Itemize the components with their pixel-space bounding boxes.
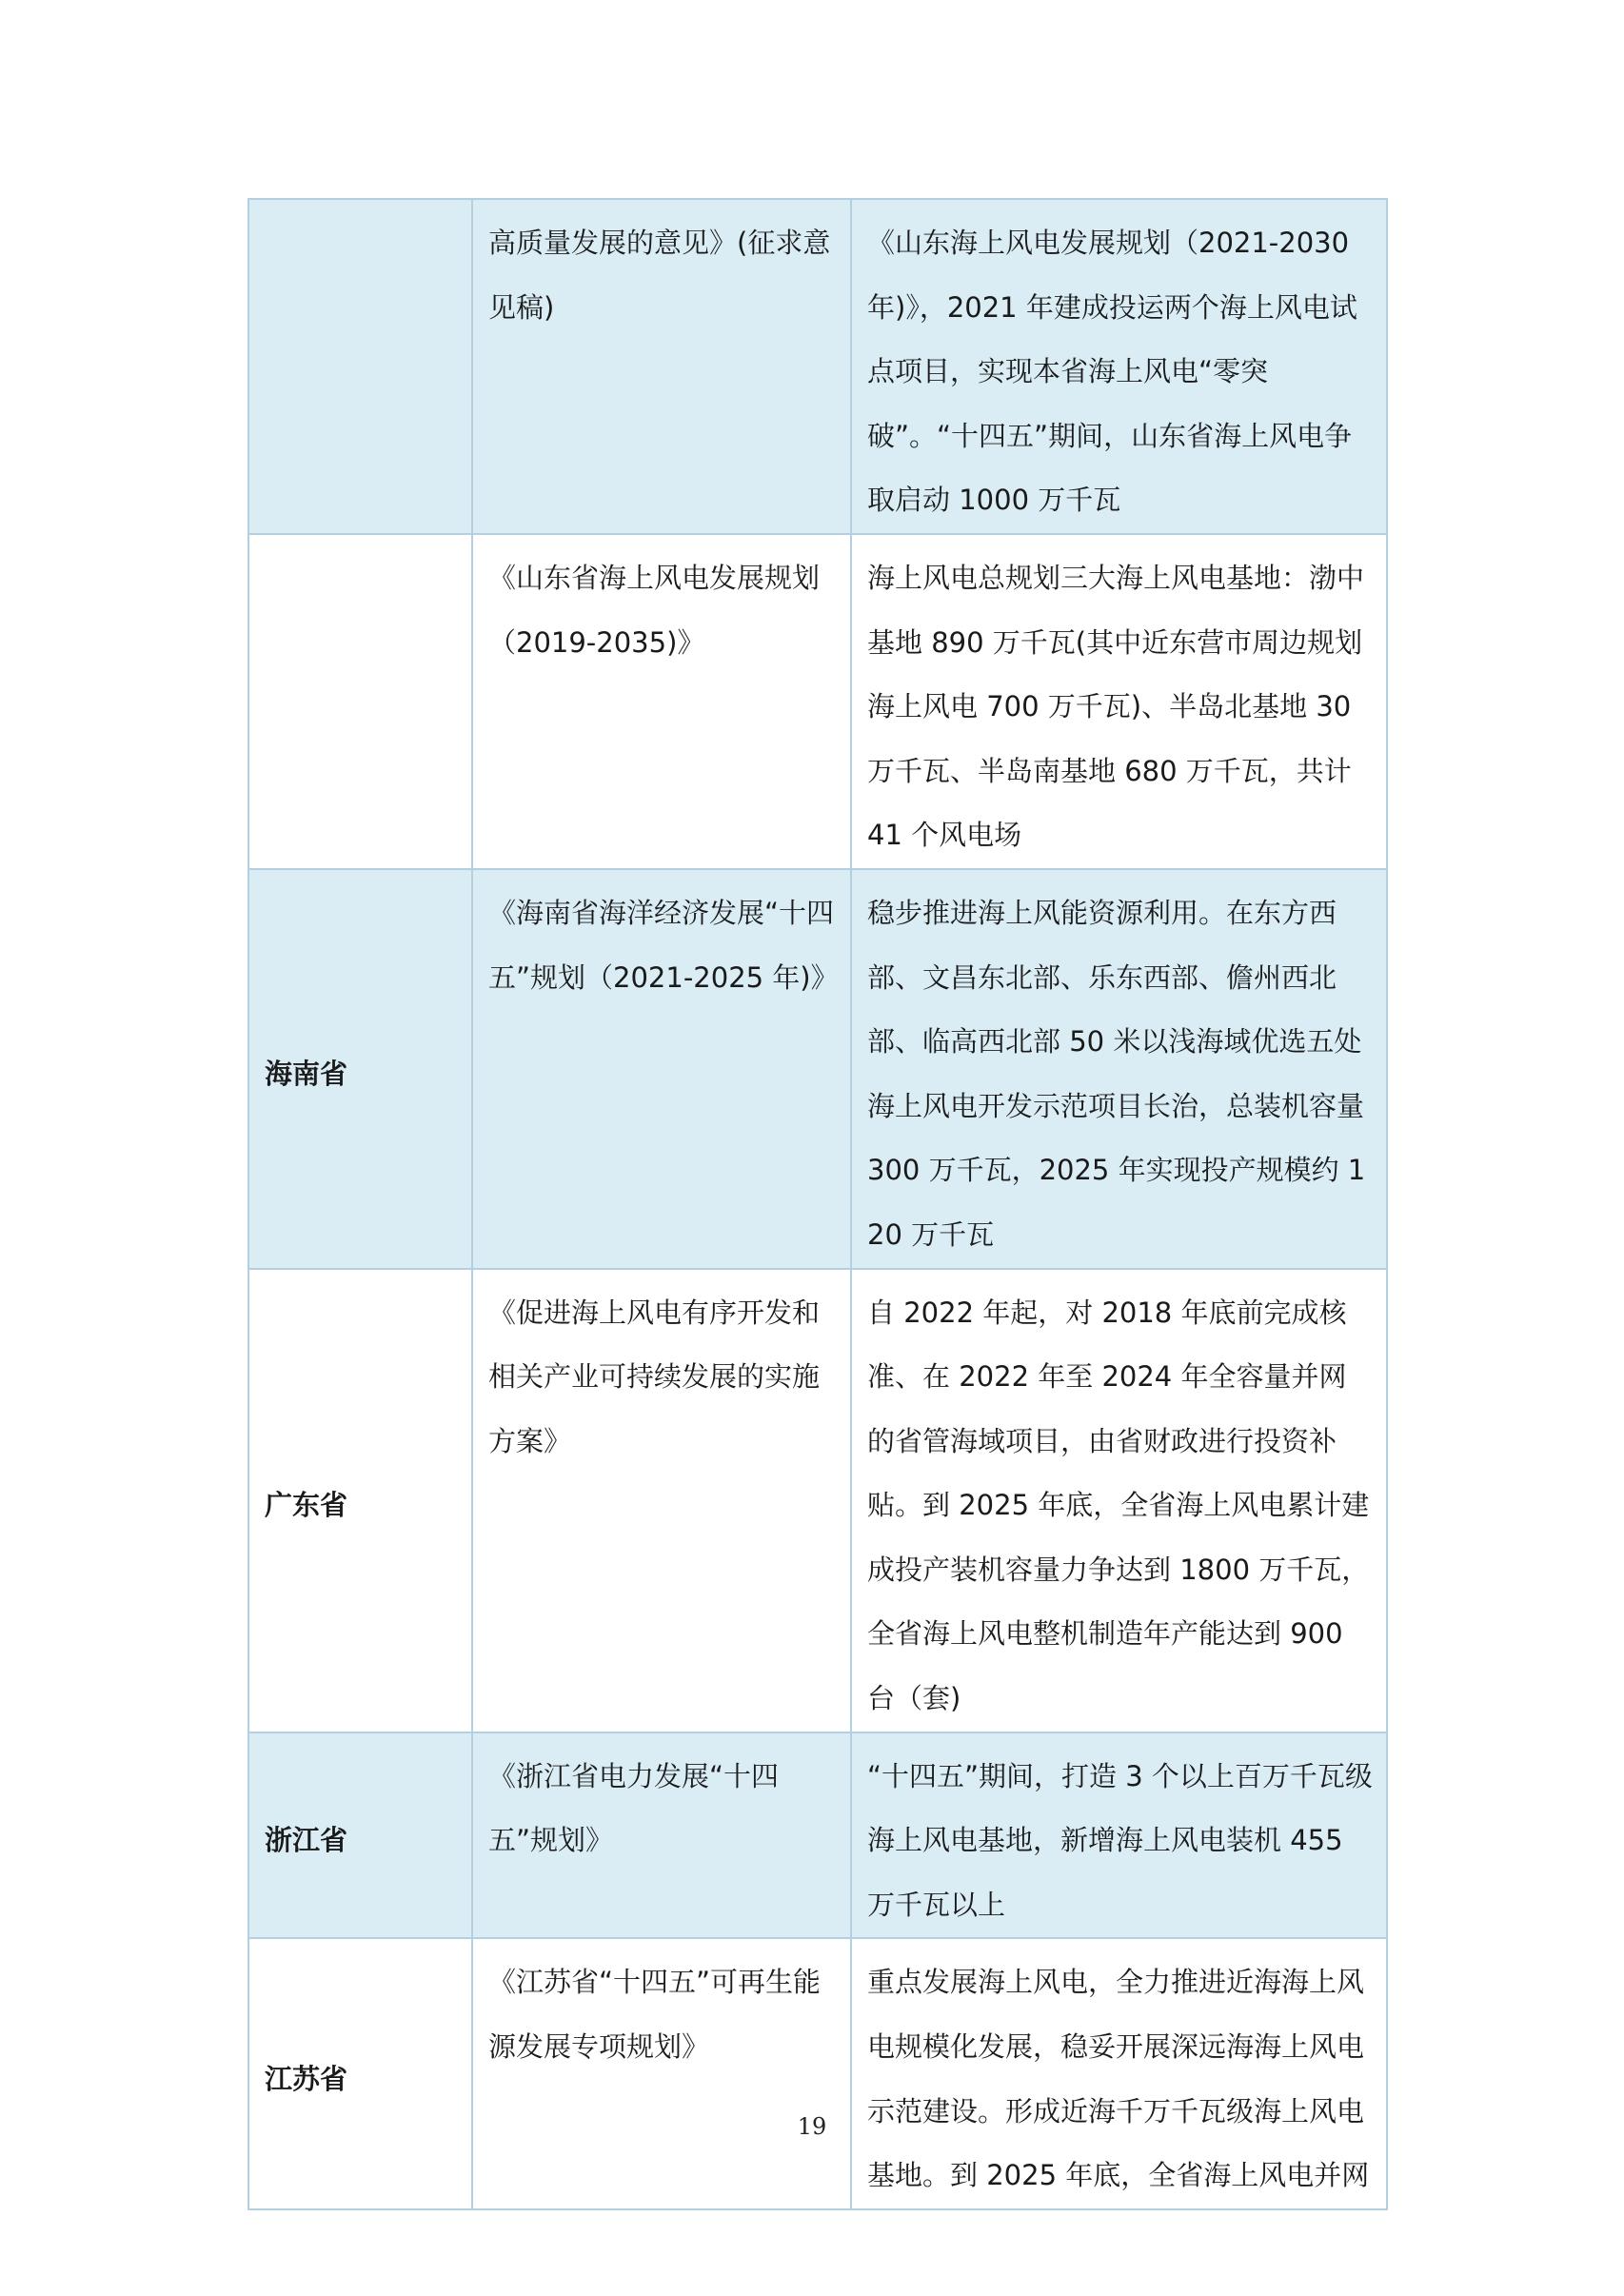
document-cell: 高质量发展的意见》(征求意见稿) <box>472 199 851 534</box>
province-cell: 广东省 <box>248 1269 472 1732</box>
table-row <box>248 869 1387 1269</box>
content-cell: 海上风电总规划三大海上风电基地：渤中基地 890 万千瓦(其中近东营市周边规划海上风电 700 万千瓦)、半岛北基地 30 万千瓦、半岛南基地 680 万千瓦，共计 41 个风电场 <box>851 534 1387 869</box>
page-number: 19 <box>797 2113 827 2140</box>
table-row <box>248 1732 1387 1939</box>
province-cell: 海南省 <box>248 869 472 1269</box>
document-cell: 《江苏省“十四五”可再生能源发展专项规划》 <box>472 1938 851 2208</box>
table-row <box>248 1938 1387 2208</box>
document-cell: 《海南省海洋经济发展“十四五”规划（2021-2025 年)》 <box>472 869 851 1269</box>
province-cell: 江苏省 <box>248 1938 472 2208</box>
content-cell: 《山东海上风电发展规划（2021-2030年)》，2021 年建成投运两个海上风电试点项目，实现本省海上风电“零突破”。“十四五”期间，山东省海上风电争取启动 1000 万千瓦 <box>851 199 1387 534</box>
content-cell: 自 2022 年起，对 2018 年底前完成核准、在 2022 年至 2024 年全容量并网的省管海域项目，由省财政进行投资补贴。到 2025 年底，全省海上风电累计建成投产装机容量力争达到 1800 万千瓦，全省海上风电整机制造年产能达到 900 台（套) <box>851 1269 1387 1732</box>
province-cell: 浙江省 <box>248 1732 472 1939</box>
document-cell: 《山东省海上风电发展规划（2019-2035)》 <box>472 534 851 869</box>
province-cell <box>248 534 472 869</box>
document-cell: 《浙江省电力发展“十四五”规划》 <box>472 1732 851 1939</box>
table-row <box>248 1269 1387 1732</box>
content-cell: “十四五”期间，打造 3 个以上百万千瓦级海上风电基地，新增海上风电装机 455 万千瓦以上 <box>851 1732 1387 1939</box>
policy-table <box>248 198 1388 2210</box>
table-row <box>248 199 1387 534</box>
content-cell: 稳步推进海上风能资源利用。在东方西部、文昌东北部、乐东西部、儋州西北部、临高西北部 50 米以浅海域优选五处海上风电开发示范项目长治，总装机容量 300 万千瓦，2025 年实现投产规模约 120 万千瓦 <box>851 869 1387 1269</box>
content-cell: 重点发展海上风电，全力推进近海海上风电规模化发展，稳妥开展深远海海上风电示范建设。形成近海千万千瓦级海上风电基地。到 2025 年底，全省海上风电并网 <box>851 1938 1387 2208</box>
document-cell: 《促进海上风电有序开发和相关产业可持续发展的实施方案》 <box>472 1269 851 1732</box>
table-row <box>248 534 1387 869</box>
province-cell <box>248 199 472 534</box>
